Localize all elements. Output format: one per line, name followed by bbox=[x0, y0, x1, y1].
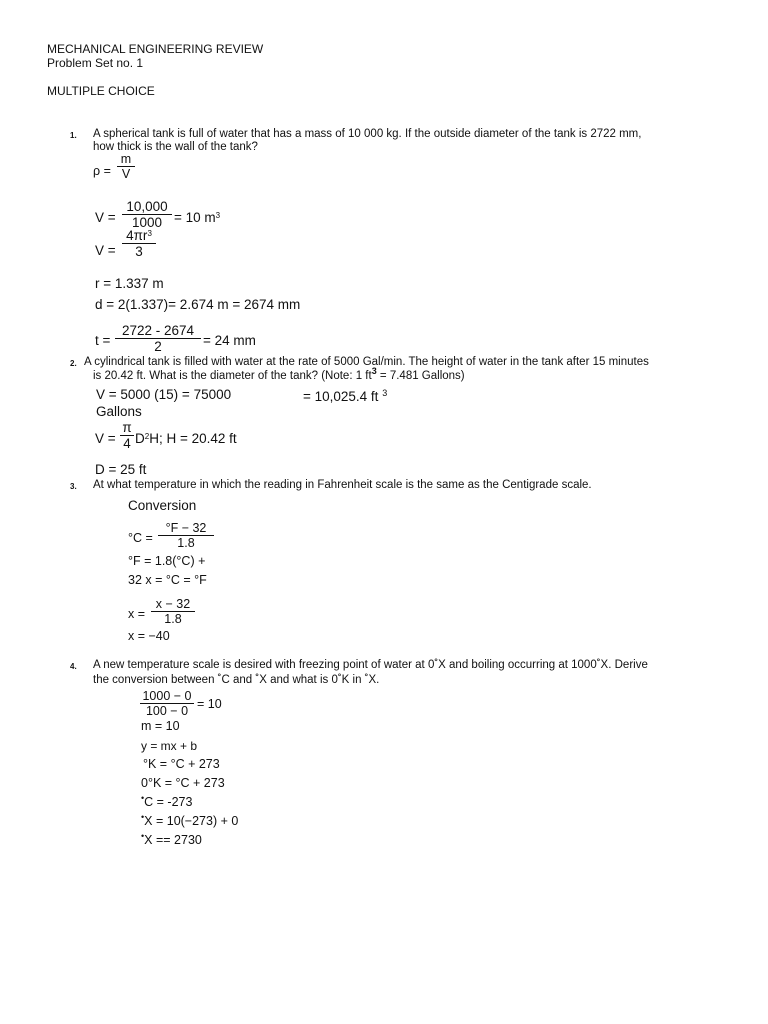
equation-line: •X = 10(−273) + 0 bbox=[141, 812, 239, 828]
problem-text-line: the conversion between ˚C and ˚X and what is 0˚K in ˚X. bbox=[93, 674, 380, 686]
fraction bbox=[158, 521, 214, 550]
equation-line: x = −40 bbox=[128, 629, 170, 643]
equation-line: °F = 1.8(°C) + bbox=[128, 554, 206, 568]
equation-line: •X == 2730 bbox=[141, 831, 202, 847]
denominator: 100 − 0 bbox=[145, 704, 189, 718]
problem-number: 3. bbox=[70, 482, 77, 491]
fraction bbox=[120, 420, 134, 451]
equation-line: •C = -273 bbox=[141, 793, 193, 809]
denominator: 1.8 bbox=[164, 612, 182, 626]
problem-text-line: how thick is the wall of the tank? bbox=[93, 141, 258, 153]
equation-rhs: $D^2H$; H = 20.42 ft bbox=[135, 431, 237, 446]
numerator: 10,000 bbox=[126, 199, 168, 214]
equation-line: D = 25 ft bbox=[95, 462, 147, 477]
problem-number: 1. bbox=[70, 131, 77, 140]
denominator: V bbox=[121, 167, 131, 181]
problem-set-label: Problem Set no. 1 bbox=[47, 56, 144, 70]
numerator: m bbox=[120, 152, 132, 166]
problem-number: 2. bbox=[70, 359, 77, 368]
problem-text-line: A new temperature scale is desired with freezing point of water at 0˚X and boiling occurring at 1000˚X. Derive bbox=[93, 659, 648, 671]
equation-lhs: °C = bbox=[128, 531, 153, 545]
fraction bbox=[122, 199, 172, 230]
equation-rhs: = 10 $m^3$ bbox=[174, 210, 221, 225]
equation-rhs: = 24 mm bbox=[203, 333, 256, 348]
equation-line: V = 5000 (15) = 75000 bbox=[96, 387, 232, 402]
equation-line: = 10,025.4 ft $^3$ bbox=[303, 388, 388, 404]
numerator: x − 32 bbox=[155, 597, 191, 611]
fraction bbox=[122, 228, 156, 259]
problem-text-line: is 20.42 ft. What is the diameter of the tank? (Note: 1 $ft^3 = 7.481$ Gallons) bbox=[93, 366, 465, 382]
section-heading: MULTIPLE CHOICE bbox=[47, 84, 155, 98]
numerator: π bbox=[122, 420, 132, 435]
numerator: 2722 - 2674 bbox=[121, 323, 195, 338]
fraction bbox=[151, 597, 195, 626]
equation-line: d = 2(1.337)= 2.674 m = 2674 mm bbox=[95, 297, 301, 312]
denominator: 1.8 bbox=[177, 536, 195, 550]
numerator: $4\pi r^3$ bbox=[126, 228, 152, 243]
equation-lhs: V = bbox=[95, 243, 116, 258]
equation-lhs: ρ = bbox=[93, 164, 111, 178]
equation-line: y = mx + b bbox=[141, 739, 198, 753]
equation-unit: Gallons bbox=[96, 404, 142, 419]
denominator: 2 bbox=[154, 339, 162, 354]
equation-lhs: t = bbox=[95, 333, 111, 348]
equation-line: 0°K = °C + 273 bbox=[141, 776, 225, 790]
degree-dot: • bbox=[141, 812, 145, 822]
problem-number: 4. bbox=[70, 662, 77, 671]
equation-lhs: V = bbox=[95, 210, 116, 225]
fraction bbox=[117, 152, 135, 181]
numerator: °F − 32 bbox=[165, 521, 207, 535]
equation-lhs: V = bbox=[95, 431, 116, 446]
document-title: MECHANICAL ENGINEERING REVIEW bbox=[47, 42, 264, 56]
equation-line: °K = °C + 273 bbox=[143, 757, 220, 771]
equation-heading: Conversion bbox=[128, 498, 197, 513]
denominator: 1000 bbox=[131, 215, 163, 230]
equation-rhs: = 10 bbox=[197, 697, 222, 711]
denominator: 4 bbox=[123, 436, 131, 451]
equation-line: m = 10 bbox=[141, 719, 180, 733]
problem-text-line: A spherical tank is full of water that has a mass of 10 000 kg. If the outside diameter of the tank is 2722 mm, bbox=[93, 128, 642, 140]
fraction bbox=[140, 689, 194, 718]
equation-lhs: x = bbox=[128, 607, 146, 621]
problem-text-line: At what temperature in which the reading in Fahrenheit scale is the same as the Centigrade scale. bbox=[93, 479, 592, 491]
equation-line: r = 1.337 m bbox=[95, 276, 164, 291]
problem-text-line: A cylindrical tank is filled with water at the rate of 5000 Gal/min. The height of water in the tank after 15 minutes bbox=[84, 356, 649, 368]
numerator: 1000 − 0 bbox=[142, 689, 192, 703]
degree-dot: • bbox=[141, 831, 145, 841]
fraction bbox=[115, 323, 201, 354]
degree-dot: • bbox=[141, 793, 145, 803]
denominator: 3 bbox=[135, 244, 143, 259]
equation-line: 32 x = °C = °F bbox=[128, 573, 207, 587]
